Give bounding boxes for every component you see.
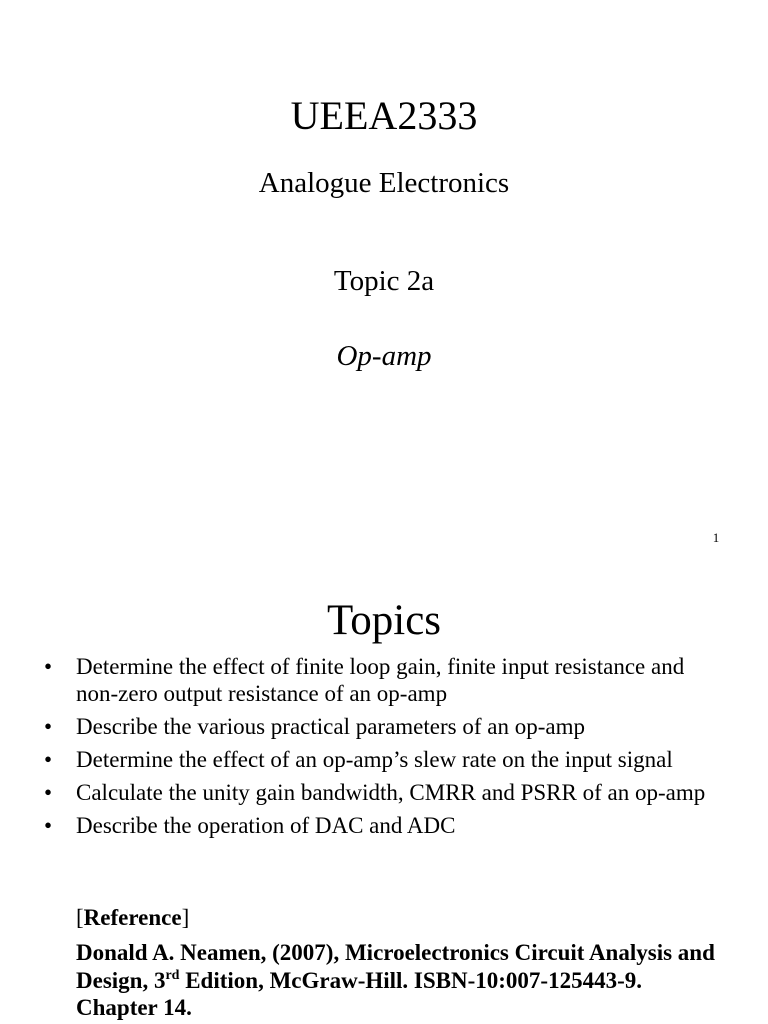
bullet-icon: • xyxy=(44,714,53,739)
bullet-icon: • xyxy=(44,780,53,805)
list-item xyxy=(44,812,724,839)
bullet-icon: • xyxy=(44,747,53,772)
list-item-text: Describe the operation of DAC and ADC xyxy=(76,813,456,838)
bullet-icon: • xyxy=(44,813,53,838)
slide-title: Topics xyxy=(326,597,442,644)
bullet-icon: • xyxy=(44,654,53,679)
citation-tail: Edition, McGraw-Hill. ISBN-10:007-125443-9. Chapter 14. xyxy=(76,967,642,1020)
list-item-text: Calculate the unity gain bandwidth, CMRR and PSRR of an op-amp xyxy=(76,780,706,805)
reference-citation xyxy=(76,939,716,1022)
close-bracket: ] xyxy=(181,905,190,930)
topic-title: Op-amp xyxy=(336,340,432,372)
list-item-text: Determine the effect of an op-amp’s slew rate on the input signal xyxy=(76,747,673,772)
course-name: Analogue Electronics xyxy=(258,167,510,199)
citation-superscript: rd xyxy=(165,967,180,983)
list-item xyxy=(44,746,724,773)
open-bracket: [ xyxy=(76,905,84,930)
citation-main: Donald A. Neamen, (2007), Microelectronics Circuit Analysis and Design, 3 xyxy=(76,940,715,993)
list-item-text: Describe the various practical parameters of an op-amp xyxy=(76,714,585,739)
list-item xyxy=(44,713,724,740)
page-number: 1 xyxy=(712,530,720,545)
list-item xyxy=(44,653,724,707)
reference-label xyxy=(76,904,189,931)
topics-list xyxy=(44,653,724,845)
reference-label-text: Reference xyxy=(83,905,182,930)
list-item xyxy=(44,779,724,806)
course-code: UEEA2333 xyxy=(290,93,478,138)
topic-number: Topic 2a xyxy=(333,265,435,297)
list-item-text: Determine the effect of finite loop gain, finite input resistance and non-zero output resistance of an op-amp xyxy=(76,654,685,706)
